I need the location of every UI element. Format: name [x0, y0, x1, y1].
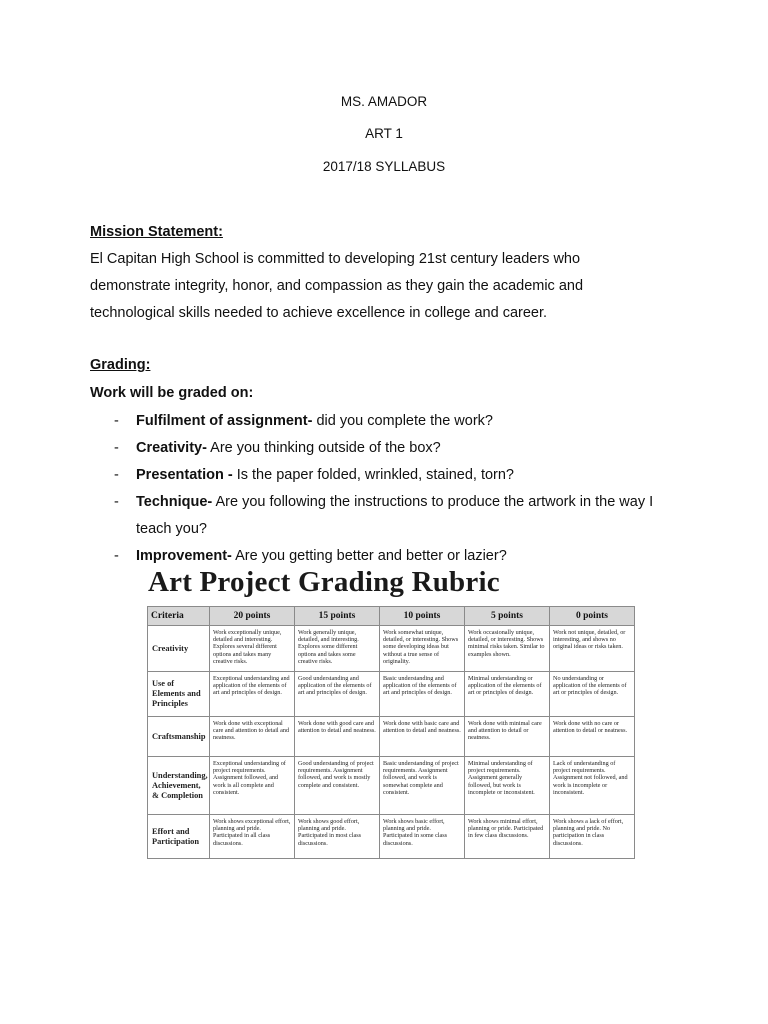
bullet-dash: -	[114, 548, 119, 564]
column-header: 15 points	[295, 607, 380, 626]
table-row	[148, 626, 635, 672]
criteria-term: Improvement-	[136, 548, 232, 564]
criteria-cell: Creativity	[148, 626, 210, 672]
column-header: 0 points	[550, 607, 635, 626]
syllabus-year: 2017/18 SYLLABUS	[322, 159, 446, 174]
table-cell: Work exceptionally unique, detailed and interesting. Explores several different options and takes many creative risks.	[210, 626, 295, 672]
bullet-dash: -	[114, 440, 119, 456]
table-cell: No understanding or application of the elements of art or principles of design.	[550, 672, 635, 717]
criteria-term: Presentation -	[136, 467, 233, 483]
table-cell: Work done with minimal care and attention to detail or neatness.	[465, 717, 550, 757]
bullet-dash: -	[114, 467, 119, 483]
criteria-cell: Effort and Participation	[148, 815, 210, 859]
list-item	[90, 408, 690, 435]
table-cell: Work shows minimal effort, planning or pride. Participated in few class discussions.	[465, 815, 550, 859]
table-cell: Basic understanding and application of the elements of art and principles of design.	[380, 672, 465, 717]
criteria-description: Are you thinking outside of the box?	[206, 440, 441, 456]
table-cell: Minimal understanding or application of the elements of art or principles of design.	[465, 672, 550, 717]
grading-heading: Grading:	[90, 357, 151, 373]
table-cell: Work done with basic care and attention to detail and neatness.	[380, 717, 465, 757]
table-cell: Good understanding and application of the elements of art and principles of design.	[295, 672, 380, 717]
table-cell: Work shows basic effort, planning and pride. Participated in some class discussions.	[380, 815, 465, 859]
rubric-header-row	[148, 607, 635, 626]
bullet-dash: -	[114, 413, 119, 429]
table-cell: Minimal understanding of project requirements. Assignment generally followed, but work is incomplete or inconsistent.	[465, 757, 550, 815]
criteria-term: Creativity-	[136, 440, 207, 456]
criteria-description: Are you getting better and better or lazier?	[231, 548, 507, 564]
table-cell: Work not unique, detailed, or interesting, and shows no original ideas or risks taken.	[550, 626, 635, 672]
criteria-term: Technique-	[136, 494, 213, 510]
list-item	[90, 489, 690, 543]
criteria-description: Are you following the instructions to produce the artwork in the way I teach you?	[136, 494, 654, 537]
mission-line: El Capitan High School is committed to developing 21st century leaders who	[90, 251, 581, 267]
table-cell: Lack of understanding of project requirements. Assignment not followed, and work is incomplete or inconsistent.	[550, 757, 635, 815]
criteria-description: Is the paper folded, wrinkled, stained, torn?	[232, 467, 514, 483]
column-header: 5 points	[465, 607, 550, 626]
table-row	[148, 672, 635, 717]
table-cell: Work generally unique, detailed, and interesting. Explores some different options and takes some creative risks.	[295, 626, 380, 672]
column-header: 10 points	[380, 607, 465, 626]
criteria-cell: Understanding, Achievement, & Completion	[148, 757, 210, 815]
table-cell: Work done with good care and attention to detail and neatness.	[295, 717, 380, 757]
criteria-term: Fulfilment of assignment-	[136, 413, 313, 429]
table-row	[148, 717, 635, 757]
criteria-cell: Craftsmanship	[148, 717, 210, 757]
table-cell: Work shows exceptional effort, planning and pride. Participated in all class discussions.	[210, 815, 295, 859]
grading-intro: Work will be graded on:	[90, 385, 254, 401]
table-row	[148, 757, 635, 815]
table-cell: Work done with exceptional care and attention to detail and neatness.	[210, 717, 295, 757]
mission-text	[90, 246, 710, 327]
mission-heading: Mission Statement:	[90, 224, 223, 240]
table-cell: Work done with no care or attention to detail or neatness.	[550, 717, 635, 757]
teacher-name: MS. AMADOR	[340, 94, 428, 109]
table-cell: Basic understanding of project requirements. Assignment followed, and work is somewhat complete and consistent.	[380, 757, 465, 815]
grading-criteria-list	[90, 408, 690, 570]
mission-line: technological skills needed to achieve excellence in college and career.	[90, 305, 548, 321]
table-cell: Work somewhat unique, detailed, or interesting. Shows some developing ideas but without a true sense of originality.	[380, 626, 465, 672]
list-item	[90, 462, 690, 489]
table-cell: Good understanding of project requirements. Assignment followed, and work is mostly complete and consistent.	[295, 757, 380, 815]
table-cell: Work shows a lack of effort, planning and pride. No participation in class discussions.	[550, 815, 635, 859]
course-name: ART 1	[365, 126, 403, 141]
column-header: 20 points	[210, 607, 295, 626]
criteria-description: did you complete the work?	[312, 413, 493, 429]
criteria-cell: Use of Elements and Principles	[148, 672, 210, 717]
rubric-table	[147, 606, 635, 859]
mission-line: demonstrate integrity, honor, and compassion as they gain the academic and	[90, 278, 584, 294]
table-row	[148, 815, 635, 859]
table-cell: Work shows good effort, planning and pride. Participated in most class discussions.	[295, 815, 380, 859]
list-item	[90, 435, 690, 462]
table-cell: Exceptional understanding of project requirements. Assignment followed, and work is all complete and consistent.	[210, 757, 295, 815]
table-cell: Exceptional understanding and application of the elements of art and principles of design.	[210, 672, 295, 717]
table-cell: Work occasionally unique, detailed, or interesting. Shows minimal risks taken. Similar to examples shown.	[465, 626, 550, 672]
column-header: Criteria	[148, 607, 210, 626]
bullet-dash: -	[114, 494, 119, 510]
rubric-title: Art Project Grading Rubric	[148, 566, 500, 598]
